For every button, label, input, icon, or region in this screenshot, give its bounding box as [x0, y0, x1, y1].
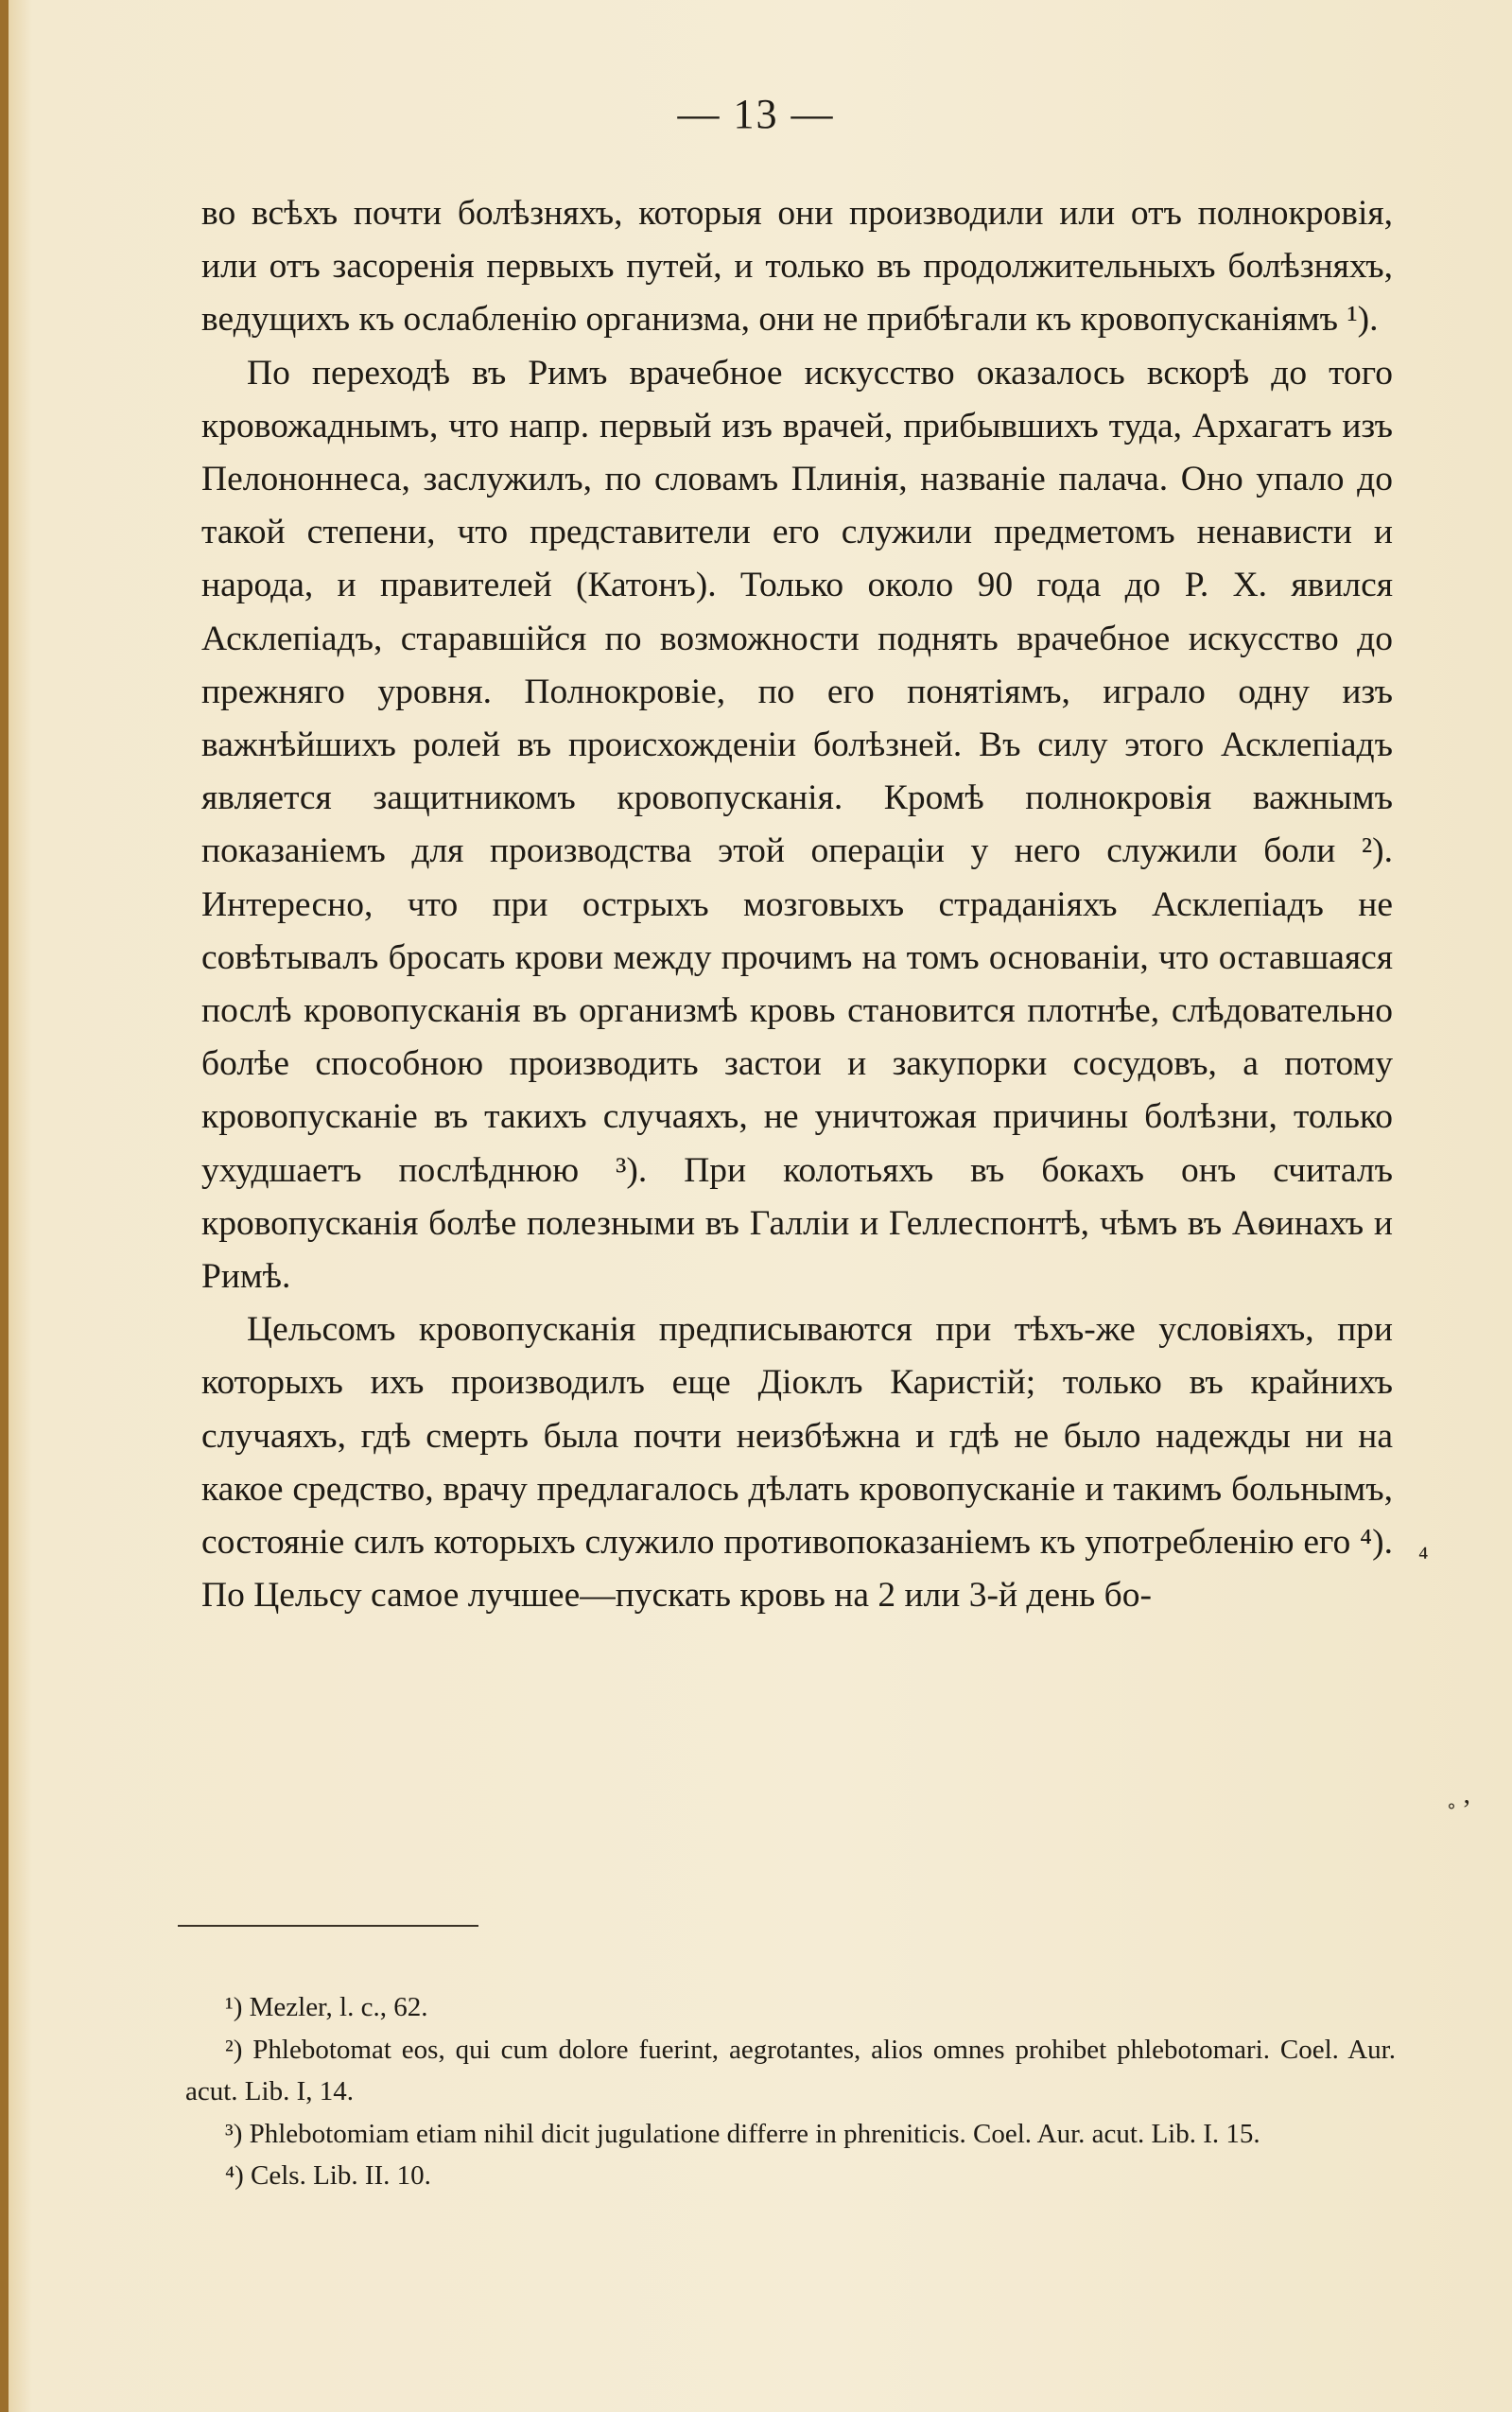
page-number: — 13 — — [677, 91, 835, 137]
footnote-1: ¹) Mezler, l. c., 62. — [225, 1992, 428, 2022]
paragraph-3: Цельсомъ кровопусканія предписываются при тѣхъ-же условіяхъ, при которыхъ ихъ производилъ еще Діоклъ Каристій; только въ крайнихъ случаяхъ, гдѣ смерть была почти неизбѣжна и гдѣ не было надежды ни на какое средство, врачу предлагалось дѣлать кровопусканіе и такимъ больнымъ, состояніе силъ которыхъ служило противопоказаніемъ къ употребленію его ⁴). По Цельсу самое лучшее—пускать кровь на 2 или 3-й день бо- — [201, 1310, 1393, 1616]
footnote-2: ²) Phlebotomat eos, qui cum dolore fuerint, aegrotantes, alios omnes prohibet phlebotomari. Coel. Aur. acut. Lib. I, 14. — [185, 2034, 1396, 2106]
margin-mark-top: ⁴ — [1418, 1542, 1429, 1573]
footnotes — [185, 1986, 1396, 2197]
margin-mark-bottom: ˳ , — [1447, 1778, 1470, 1809]
paragraph-2: По переходѣ въ Римъ врачебное искусство оказалось вскорѣ до того кровожаднымъ, что напр. первый изъ врачей, прибывшихъ туда, Архагатъ изъ Пелононнеса, заслужилъ, по словамъ Плинія, названіе палача. Оно упало до такой степени, что представители его служили предметомъ ненависти и народа, и правителей (Катонъ). Только около 90 года до Р. Х. явился Асклепіадъ, старавшійся по возможности поднять врачебное искусство до прежняго уровня. Полнокровіе, по его понятіямъ, играло одну изъ важнѣйшихъ ролей въ происхожденіи болѣзней. Въ силу этого Асклепіадъ является защитникомъ кровопусканія. Кромѣ полнокровія важнымъ показаніемъ для производства этой операціи у него служили боли ²). Интересно, что при острыхъ мозговыхъ страданіяхъ Асклепіадъ не совѣтывалъ бросать крови между прочимъ на томъ основаніи, что оставшаяся послѣ кровопусканія въ организмѣ кровь становится плотнѣе, слѣдовательно болѣе способною производить застои и закупорки сосудовъ, а потому кровопусканіе въ такихъ случаяхъ, не уничтожая причины болѣзни, только ухудшаетъ послѣднюю ³). При колотьяхъ въ бокахъ онъ считалъ кровопусканія болѣе полезными въ Галліи и Геллеспонтѣ, чѣмъ въ Аѳинахъ и Римѣ. — [201, 353, 1393, 1297]
footnote-3: ³) Phlebotomiam etiam nihil dicit jugulatione differre in phreniticis. Coel. Aur. acut. Lib. I. 15. — [225, 2118, 1260, 2149]
footnote-4: ⁴) Cels. Lib. II. 10. — [225, 2160, 431, 2191]
binding-edge — [0, 0, 9, 2412]
paragraph-1: во всѣхъ почти болѣзняхъ, которыя они производили или отъ полнокровія, или отъ засоренія первыхъ путей, и только въ продолжительныхъ болѣзняхъ, ведущихъ къ ослабленію организма, они не прибѣгали къ кровопусканіямъ ¹). — [201, 194, 1393, 340]
footnote-separator — [178, 1925, 478, 1927]
main-text — [201, 187, 1393, 1622]
